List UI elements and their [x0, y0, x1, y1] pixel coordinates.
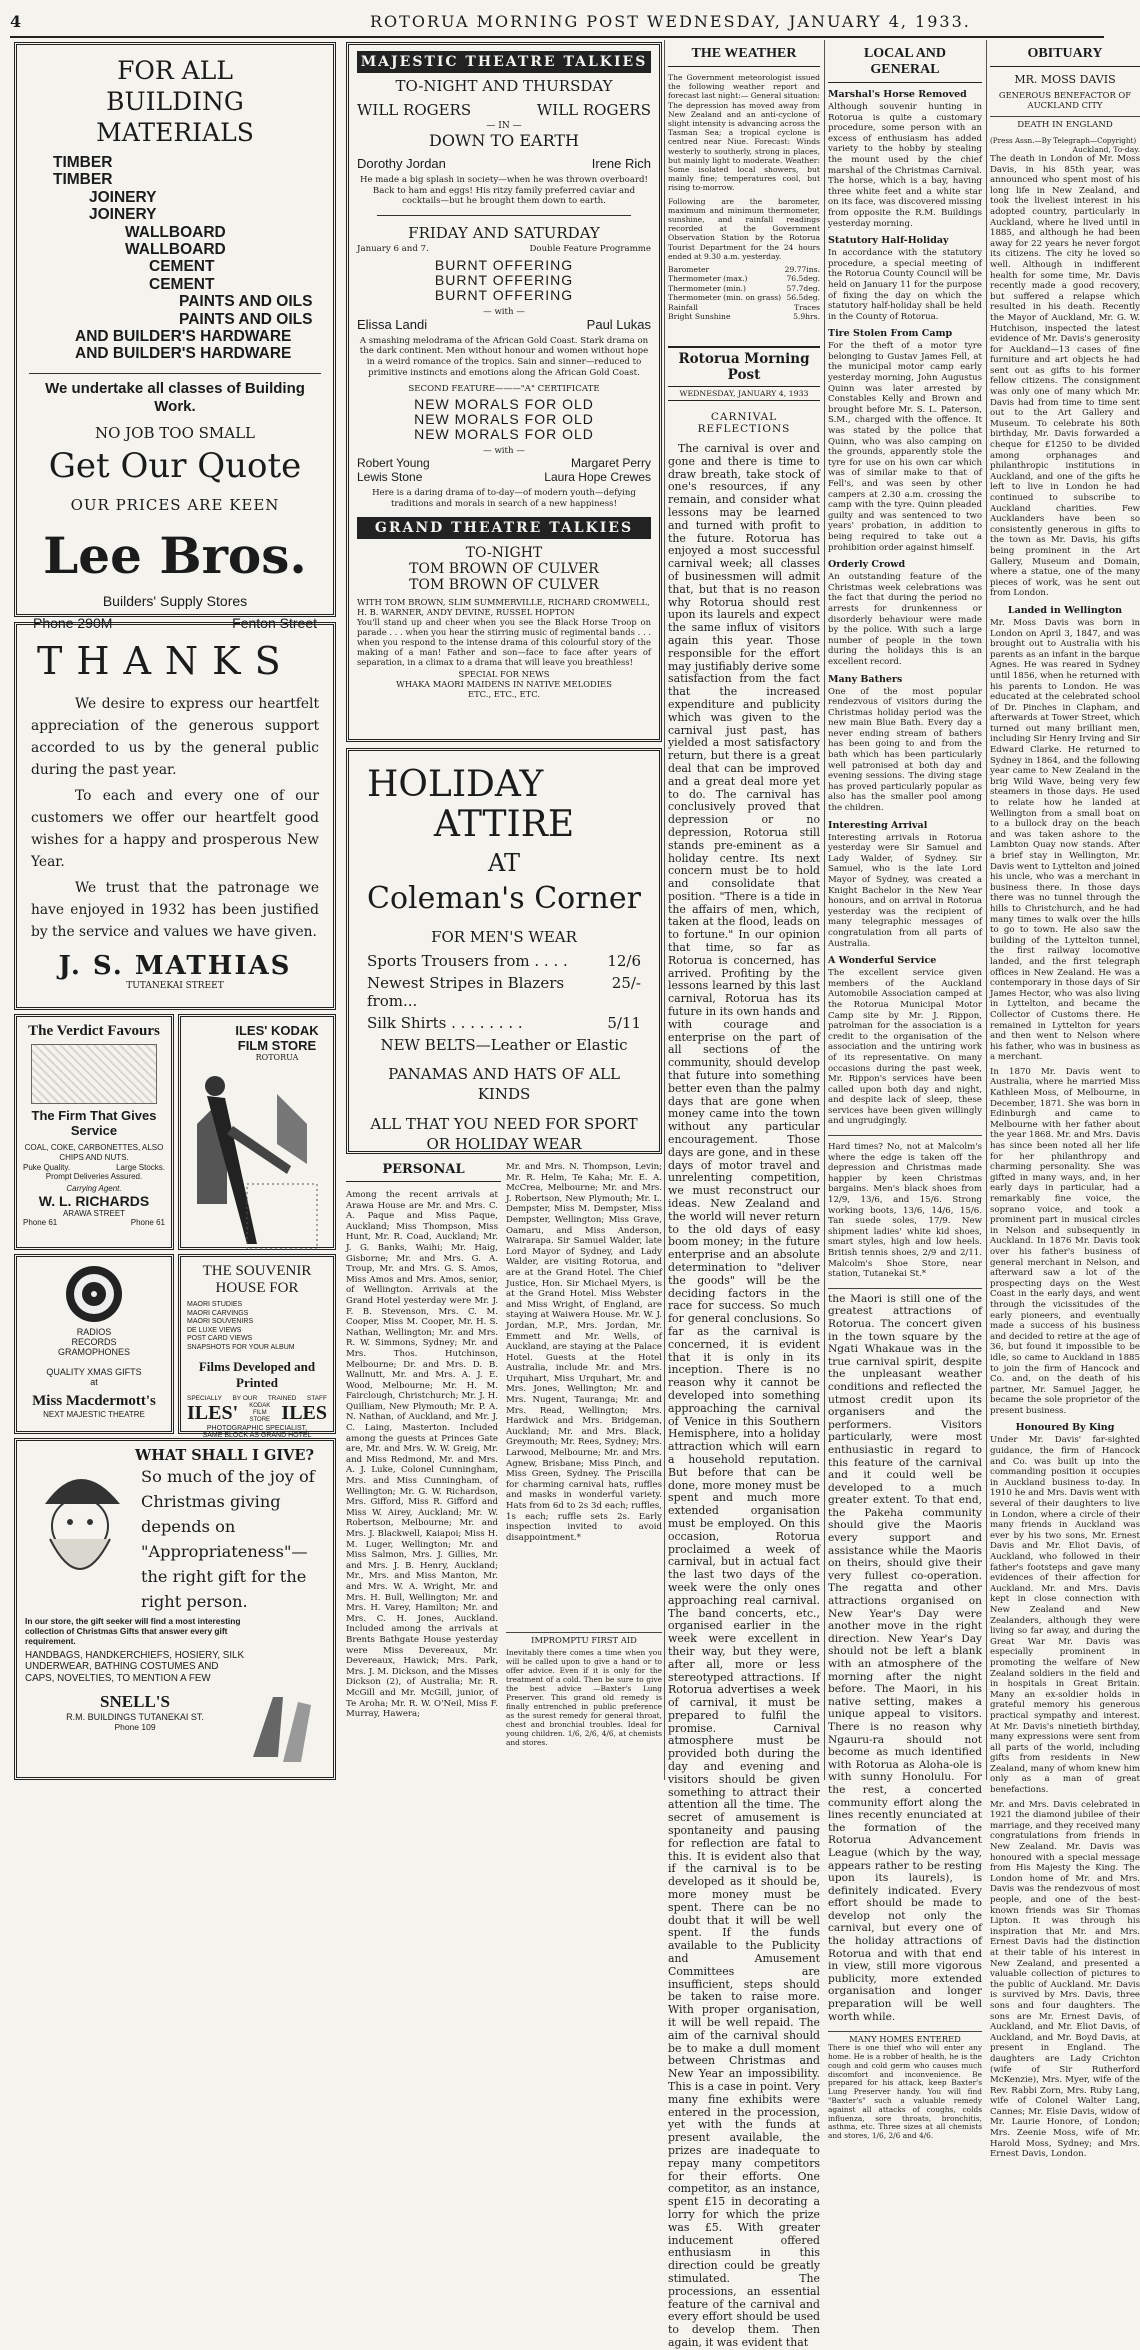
majestic-cast1: Dorothy Jordan [357, 156, 446, 171]
personal-firstaid: IMPROMPTU FIRST AID [506, 1632, 662, 1645]
majestic-f2: BURNT OFFERING [434, 286, 574, 303]
souvenir-item: DE LUXE VIEWS [187, 1326, 242, 1334]
verdict-name: W. L. RICHARDS [38, 1193, 150, 1209]
radios-item: RADIOS [76, 1327, 112, 1337]
souvenir-item: POST CARD VIEWS [187, 1335, 253, 1343]
obituary-place: Auckland, To-day. [1072, 145, 1140, 154]
reading-value: 76.5deg. [786, 274, 820, 284]
obituary-s2: Landed in Wellington [1007, 604, 1123, 616]
local-s5: Many Bathers [828, 673, 903, 685]
item: JOINERY [89, 206, 157, 224]
editorial-masthead: Rotorua Morning Post [668, 346, 820, 387]
majestic-dates: January 6 and 7. [357, 243, 429, 254]
lee-name: Lee Bros. [43, 525, 307, 585]
local-homes: MANY HOMES ENTERED [828, 2031, 982, 2044]
lee-phone: Phone 290M [33, 614, 113, 631]
weather-column [668, 42, 820, 322]
local-s3: Tire Stolen From Camp [828, 328, 953, 340]
personal-column [346, 1160, 662, 1780]
weather-follow: Following are the barometer, maximum and minimum thermometer, sunshine, and rainfall readings recorded at the Government Observation Station by the Rotorua Tourist Department for the 24 hours ended at 9.30 a.m. yesterday. [668, 196, 820, 261]
majestic-blurb3: Here is a daring drama of to-day—of modern youth—defying traditions and morals in search of a new happiness! [372, 488, 636, 509]
local-p1: Although souvenir hunting in Rotorua is quite a customary procedure, some person with an excess of enthusiasm has added variety to the hobby by stealing the mount used by the chief marshal of the Christmas Carnival. The horse, which is a bay, having three white feet and a white star on its face, was discovered missing from opposite the R.M. Buildings yesterday morning. [828, 102, 982, 229]
item: CEMENT [149, 258, 215, 276]
obituary-p1: The death in London of Mr. Moss Davis, in his 85th year, was announced who spent most of his long life in New Zealand, and took the liveliest interest in his adopted country, particularly in Auckland, where he lived until in 1885, and although he had been away for 22 years he never forgot its citizens. The city he loved so well. Although in indifferent health for some time, Mr. Davis recently made a good recovery, but suffered a relapse which resulted in his death. Recently the Mayor of Auckland, Mr. G. W. Hutchison, inspected the latest evidence of Mr. Davis's generosity for Auckland—13 cases of fine furniture and art objects he had sent out as gifts to his former fellow citizens. The consignment was only one of many which Mr. Davis had from time to time sent out to the Art Gallery and Museum. To celebrate his 80th birthday, Mr. Davis forwarded a cheque for £1250 to be divided among orphanages and philanthropic institutions in Auckland, and one of the gifts he left to live in London he had continued to subscribe to Auckland charities. Few Aucklanders have been so consistently generous in gifts to the town as Mr. Davis, his gifts being prominent in the Art Gallery, Museum and Domain, where a statue, one of the many pieces of work, was he sent out from London. [990, 154, 1140, 599]
gift-addr: R.M. BUILDINGS TUTANEKAI ST. [66, 1712, 204, 1723]
majestic-fri: FRIDAY AND SATURDAY [408, 223, 600, 242]
souvenir-item: SNAPSHOTS FOR YOUR ALBUM [187, 1343, 295, 1351]
radios-next: NEXT MAJESTIC THEATRE [43, 1410, 145, 1419]
souvenir-item: MAORI SOUVENIRS [187, 1318, 254, 1326]
reading-row [668, 274, 820, 283]
obituary-p4: Under Mr. Davis' far-sighted guidance, the firm of Hancock and Co. was built up into the commanding position it occupies in Auckland business to-day. In 1910 he and Mrs. Davis went with several of their daughters to live in London, where a circle of their many friends in Auckland was ever by his two sons, Mr. Ernest Davis and Mr. Eliot Davis, of Auckland, who followed in their father's footsteps and gave many evidences of their affection for Auckland. Mr. and Mrs. Davis kept in close connection with New Zealand and New Zealanders, although they were living so far away, and during the Great War Mr. Davis was especially prominent in promoting the welfare of New Zealand soldiers in the field and in hospitals in Great Britain. Many an ex-soldier holds in grateful memory his generous practical sympathy and interest. At Mr. Davis's ninetieth birthday, many expressions were sent from all parts of the world, including gifts from residents in New Zealand, many of whom knew him only as a man of great benefactions. [990, 1435, 1140, 1796]
souvenir-brand2: ILES [281, 1401, 327, 1424]
local-column [828, 42, 982, 2141]
price-label: Newest Stripes in Blazers from... [367, 974, 565, 1010]
verdict-carrying: Carrying Agent. [66, 1184, 122, 1193]
souvenir-title: THE SOUVENIR HOUSE FOR [202, 1263, 312, 1296]
majestic-c4: Paul Lukas [586, 316, 651, 332]
local-p7: The excellent service given members of the Auckland Automobile Association camped at the Rotorua Municipal Motor Camp site by Mr. J. Rippon, patrolman for the association is a credit to the organisation of the association and the untiring work of its representative. On many occasions during the past week, Mr. Rippon's services have been called upon both day and night, and despite lack of sleep, these services have been given willingly and ungrudgingly. [828, 968, 982, 1127]
item: TIMBER [53, 171, 113, 189]
lee-sub: Builders' Supply Stores [102, 592, 248, 609]
reading-label: Thermometer (max.) [668, 274, 748, 284]
grand-blurb: You'll stand up and cheer when you see the Black Horse Troop on parade . . . when you hear the stirring music of regimental bands . . . when you respond to the intense drama of this colourful story of the making of a man! Father and son—face to face after years of separation, in a climax to a drama that will leave you breathless! [357, 617, 651, 668]
local-p2: In accordance with the statutory procedure, a special meeting of the Rotorua County Council will be held on January 11 for the purpose of fixing the day on which the statutory half-holiday shall be held in the County of Rotorua. [828, 248, 982, 322]
radios-name: Miss Macdermott's [32, 1393, 156, 1409]
reading-row [668, 303, 820, 312]
lee-items [29, 154, 321, 363]
local-p6: Interesting arrivals in Rotorua yesterday were Sir Samuel and Lady Walder, of Sydney. Sir Samuel, who is the late Lord Mayor of Sydney, was created a Knight Bachelor in the New Year honours, and on arrival in Rotorua yesterday was the recipient of many telegraphic messages of congratulation from all parts of Australia. [828, 832, 982, 949]
obituary-name: MR. MOSS DAVIS [1014, 73, 1116, 86]
reading-row [668, 293, 820, 302]
obituary-column [990, 42, 1140, 2160]
personal-col2b: Inevitably there comes a time when you will be called upon to give a hand or to offer advice. Even if it is only for the treatment of a cold. Then be sure to give the best advice —Baxter's Lung Preserver. This grand old remedy is finally entrenched in public preference as the surest remedy for general throat, chest and bronchial troubles. Ideal for young children. 1/6, 2/6, 4/6, at chemists and stores. [506, 1648, 662, 1747]
price-row [367, 952, 641, 970]
souvenir-ad [178, 1254, 336, 1439]
verdict-l3: Prompt Deliveries Assured. [45, 1172, 143, 1181]
local-cont: the Maori is still one of the greatest attractions of Rotorua. The concert given in the town square by the Ngati Whakaue was in the true carnival spirit, despite the unpleasant weather conditions and reflected the utmost credit upon its organisers and the performers. Visitors particularly, were most enthusiastic in regard to this feature of the carnival and it could well be developed to a much greater extent. To that end, the Pakeha community should give the Maoris every support and assistance while the Maoris on theirs, should give their very fullest co-operation. The regatta and other attractions organised on New Year's Day were another move in the right direction. New Year's Day should not be left a blank with an atmosphere of the morning after the night before. The Maori, in his native setting, makes a unique appeal to visitors. There is no reason why Ngauru-ra should not become as much identified with Rotorua as Aloha-ole is with sunny Honolulu. For the rest, a concerted community effort along the lines recently enunciated at the formation of the Rotorua Advancement League (which by the way, appears rather to be resting upon its laurels), is definitely indicated. Every effort should be made to develop not only the carnival, but every one of the holiday attractions of Rotorua and with that end in view, still more vigorous publicity, more extended organisation and longer preparation will be well worth while. [828, 1288, 982, 2023]
coleman-need: ALL THAT YOU NEED FOR SPORT OR HOLIDAY WEAR [370, 1115, 638, 1153]
majestic-c8: Laura Hope Crewes [544, 470, 651, 485]
local-s6: Interesting Arrival [828, 819, 928, 831]
grand-whaka: WHAKA MAORI MAIDENS IN NATIVE MELODIES [396, 679, 612, 690]
item: PAINTS AND OILS [179, 293, 313, 311]
weather-intro: The Government meteorologist issued the following weather report and forecast last night:— General situation: The depression has moved away from New Zealand and an anti-cyclone of slight intensity is advancing across the Tasman Sea; a tropical cyclone is centred near Niue. Forecast: Winds westerly to southerly, strong in places, but mainly light to moderate. Weather: Some isolated local showers, but mainly fine; temperatures cool, but rising to-morrow. [668, 73, 820, 193]
coleman-name: Coleman's Corner [367, 881, 641, 916]
souvenir-items [187, 1301, 327, 1353]
thanks-name: J. S. MATHIAS [58, 951, 292, 981]
verdict-goods: COAL, COKE, CARBONETTES, ALSO CHIPS AND NUTS. [24, 1143, 164, 1162]
thanks-street: TUTANEKAI STREET [126, 981, 224, 991]
verdict-illustration [31, 1044, 157, 1104]
grand-banner: GRAND THEATRE TALKIES [357, 517, 651, 539]
radios-item: RECORDS [71, 1337, 117, 1347]
grand-film: TOM BROWN OF CULVER [409, 577, 599, 594]
item: JOINERY [89, 188, 157, 206]
majestic-c6: Margaret Perry [570, 456, 651, 471]
gift-list: HANDBAGS, HANDKERCHIEFS, HOSIERY, SILK UNDERWEAR, BATHING COSTUMES AND CAPS, NOVELTIES, TO MENTION A FEW [25, 1650, 245, 1684]
reading-row [668, 284, 820, 293]
souvenir-kodak: KODAK FILM STORE [249, 1402, 271, 1423]
majestic-c3: Elissa Landi [357, 316, 428, 332]
obituary-title: OBITUARY [990, 42, 1140, 67]
majestic-f2: BURNT OFFERING [434, 271, 574, 288]
item: WALLBOARD [125, 241, 226, 259]
majestic-with: — with — [483, 446, 525, 457]
local-hard: Hard times? No, not at Malcolm's where the edge is taken off the depression and Christmas made happier by keen Christmas bargains. Men's black shoes from 12/9, 13/6, and 15/6. Strong working boots, 13/6, 14/6, 15/6. Tan suede soles, 17/9. New shipment ladies' white kid shoes, smart styles, high and low heels. British tennis shoes, 2/9 and 2/11. Malcolm's Shoe Store, near station, Tutanekai St.* [828, 1135, 982, 1280]
gift-title: WHAT SHALL I GIVE? [135, 1447, 314, 1464]
radios-item: GRAMOPHONES [57, 1347, 130, 1357]
gloves-illustration [243, 1677, 323, 1767]
grand-film: TOM BROWN OF CULVER [409, 561, 599, 578]
reading-value: 29.77ins. [784, 265, 820, 275]
weather-title: THE WEATHER [668, 42, 820, 67]
lee-title: FOR ALL BUILDING MATERIALS [96, 56, 254, 147]
verdict-ph2: Phone 61 [130, 1218, 165, 1227]
coleman-ad [346, 748, 662, 1154]
majestic-when: TO-NIGHT AND THURSDAY [395, 77, 613, 95]
majestic-f3: NEW MORALS FOR OLD [414, 396, 594, 413]
price-row [367, 974, 641, 1010]
iles-kodak-ad [178, 1014, 336, 1250]
souvenir-block: SAME BLOCK AS GRAND HOTEL [202, 1431, 312, 1439]
iles-kodak-sub: ROTORUA [255, 1053, 299, 1062]
obituary-p2: Mr. Moss Davis was born in London on April 3, 1847, and was brought out to Australia with his parents as an infant in the barque Agnes. He was reared in Sydney until 1856, when he returned with his parents to London. He was educated at the celebrated school of Dr. Pinches in Clapham, and afterwards at Tower Street, which turned out many brilliant men, including Sir Henry Irving and Sir Edward Clarke. He returned to Sydney in 1864, and the following year came to New Zealand in the brig Wild Wave, being very few steamers in those days. He used to relate how he landed at Wellington from a small boat on to a bullock dray on the beach and was taken ashore to the Lambton Quay now stands. After a brief stay in Wellington, Mr. Davis went to Lyttelton and joined his uncle, who was a merchant in business there. In those days there was no tunnel through the hills to Christchurch, and he had many times to walk over the hills to go to town. He also saw the building of the Lyttelton tunnel, the first railway locomotive landed, and the first telegraph offices in New Zealand. He was a contemporary in those days of Sir James Hector, who was also living in Lyttelton, and became the Collector of Customs there. He remained in Lyttelton for years and then went to Nelson where his father, who was in business as a merchant. [990, 617, 1140, 1063]
santa-illustration [25, 1464, 135, 1594]
local-title: LOCAL AND GENERAL [828, 42, 982, 83]
verdict-ad [14, 1014, 174, 1250]
reading-label: Thermometer (min. on grass) [668, 293, 782, 303]
item: CEMENT [149, 275, 215, 293]
gramophone-icon [59, 1263, 129, 1325]
personal-col1: Among the recent arrivals at Arawa House are Mr. and Mrs. C. A. Paque and Miss Paque, Auckland; Miss Thompson, Miss Hunt, Mr. R. Coad, Auckland; Mr. J. G. Banks, Waihi; Mr. Haig, Gisborne; Mr. and Mrs. G. A. Troup, Mr. and Mrs. G. S. Amos, Miss Amos and Mrs. Amos, senior, of Wellington. Arrivals at the Grand Hotel yesterday were Mr. J. F. B. Stevenson, Mrs. C. M. Cooper, Miss M. Cooper, Mr. H. S. Nathan, Wellington; Mr. and Mrs. R. W. Simmons, Sydney; Mr. and Mrs. Thos. Hutchinson, Melbourne; Dr. and Mrs. D. B. Wallnutt, Mr. and Mrs. A. J. E. Wood, Melbourne; Mr. H. M. Fairclough, Christchurch; Mr. J. H. Quilliam, New Plymouth; Mr. P. A. N. Nathan, of Auckland, and Mr. J. C. Laing, Masterton. Included among the guests at Princes Gate are, Mr. and Mrs. W. W. Greig, Mr. and Miss Redmond, Mr. and Mrs. A. J. Luke, Colonel Cunningham, Mrs. and Miss Cunningham, of Wellington; Mr. G. W. Richardson, Mrs. Gifford, Miss R. Gifford and Miss W. Airey, Auckland; Mr. W. Robertson, Melbourne; Mr. and Mrs. J. Blackwell, Kaiapoi; Miss H. M. Luger, Wellington; Mr. and Miss Salmon, Mrs. J. Gillies, Mr. and Mrs. J. B. Henry, Auckland; Mr., Mrs. and Miss Manton, Mr. and Mrs. W. A. Wright, Mr. and Mrs. H. Bull, Wellington; Mr. and Mrs. H. Varey, Hamilton; Mr. and Mrs. C. H. Jones, Auckland. Included among the arrivals at Brents Bathgate House yesterday were Miss Devereaux, Mr. Devereaux, Hawick; Mrs. Park, Mrs. J. M. Dickson, and the Misses Dickson (2), of Australia; Mr. R. McGill and Mr. McGill, junior, of Te Aroha; Mr. R. W. O'Neil, Miss F. Murray, Hawera; [346, 1190, 498, 1720]
verdict-firm: The Firm That Gives Service [31, 1108, 157, 1138]
lee-street: Fenton Street [232, 614, 317, 631]
majestic-in: — IN — [486, 121, 522, 131]
editorial-body: The carnival is over and gone and there is time to draw breath, take stock of one's resources, if any remain, and consider what lessons may be learned and turned with profit to the future. Rotorua has enjoyed a most successful carnival week; all classes of businessmen will admit that, but that is no reason why Rotorua should rest upon its laurels and expect the same influx of visitors again this year. Those responsible for the effort may justifiably derive some satisfaction from the fact that the increased expenditure and publicity which was given to the carnival just past, has yielded a most satisfactory return, but there is a great deal that can be improved and a great deal more yet to do. The carnival has conclusively proved that depression or no depression, Rotorua still stands pre-eminent as a holiday centre. Its next concern must be to hold and consolidate that position. "There is a tide in the affairs of men, which, taken at the flood, leads on to fortune." In our opinion that time, so far as Rotorua is concerned, has arrived. Profiting by the lessons learned by this last carnival, Rotorua has its future in its own hands and with courage and enterprise on the part of all sections of the community, should develop that future into something better even than the palmy days that are gone when money came into the town without any particular encouragement. Those days are gone, and in these days of motor travel and unrelenting competition, we must reconstruct our ideas. New Zealand and the world will never return to the old days of easy boom money; in the future enterprise and an absolute determination to "deliver the goods" will be the deciding factors in the race for success. So much for general conclusions. So far as the carnival is concerned, it is evident that it is only in its inception. There is no reason why it cannot be developed into something approaching the carnival of Venice in this Southern Hemisphere, into a holiday attraction which will earn a household reputation. But before that can be done, more money must be spent and much more extended organisation must be employed. On this occasion, Rotorua proclaimed a week of carnival, but in actual fact the last two days of the week were the only ones approaching real carnival. The band concerts, etc., organised earlier in the week were excellent in their way, but they were, after all, more or less stereotyped attractions. If Rotorua advertises a week of carnival, it must be prepared to fulfil the promise. Carnival atmosphere must be provided both during the day and evening and visitors should be given something to attract their attention all the time. The secret of amusement is spontaneity and pausing for reflection are fatal to this. It is evident also that if the carnival is to be developed as it should be, more money must be spent. There can be no doubt that it will be well spent. If the funds available to the Publicity and Amusement Committees are insufficient, steps should be taken to raise more. With proper organisation, it will be well repaid. The aim of the carnival should be to make a dull moment between Christmas and New Year an impossibility. This is a case in point. Very many fine exhibits were entered in the procession, yet with the funds at present available, the prizes are inadequate to repay many competitors for their efforts. One competitor, as an instance, spent £15 in decorating a lorry for which the prize was £5. With greater inducement offered enthusiasm in this direction could be greatly stimulated. The processions, an essential feature of the carnival and every effort should be used to develop them. Then again, it was evident that [668, 442, 820, 2349]
item: TIMBER [53, 154, 113, 171]
majestic-double: Double Feature Programme [529, 243, 651, 254]
reading-label: Bright Sunshine [668, 312, 731, 322]
lee-bros-ad [14, 42, 336, 631]
coleman-belts: NEW BELTS—Leather or Elastic [380, 1036, 628, 1054]
local-p4: An outstanding feature of the Christmas week celebrations was the fact that during the period no arrests for drunkenness or disorderly behaviour were made by the police. With such a large number of people in the town during the holidays this is an excellent record. [828, 572, 982, 667]
local-s7: A Wonderful Service [828, 955, 937, 967]
coleman-men: FOR MEN'S WEAR [431, 928, 577, 946]
price-label: Sports Trousers from . . . . [367, 952, 568, 970]
obituary-p3: In 1870 Mr. Davis went to Australia, where he married Miss Kathleen Moss, of Melbourne, in December, 1871. She was born in Edinburgh and came to Melbourne with her father about the year 1868. Mr. and Mrs. Davis has since been noted all her life for her philanthropy and charming personality. She was gifted in many ways, and, in her early days in particular, had a remarkably fine voice, the soprano voice, and took a prominent part in musical circles in Nelson and subsequently in Auckland. In 1876 Mr. Davis took over his father's business of general merchant in Nelson, and afterward saw a lot of the prospecting days on the West Coast in the early days, and went through the vicissitudes of the early pioneers, and eventually made a success of his business and decided to retire at the age of 36, but found it impossible to be idle, so came to Auckland in 1885 to join the firm of Hancock and Co. and, on the death of his partner, Mr. Samuel Jagger, he became the sole proprietor of the present business. [990, 1066, 1140, 1416]
lee-nojob: NO JOB TOO SMALL [94, 423, 256, 442]
item: PAINTS AND OILS [179, 310, 313, 328]
iles-kodak-title: ILES' KODAK FILM STORE [235, 1023, 319, 1053]
thanks-p3: We trust that the patronage we have enjoyed in 1932 has been justified by the service and values we have given. [31, 880, 319, 940]
thanks-p1: We desire to express our heartfelt appreciation of the generous support accorded to us by the general public during the past year. [31, 696, 319, 778]
personal-col2: Mr. and Mrs. N. Thompson, Levin; Mr. R. Helm, Te Kaha; Mr. E. A. McCrea, Melbourne; Mr. and Mrs. J. Robertson, New Plymouth; Mr. L. Dempster, Miss M. Dempster, Miss Dempster, Wellington; Miss Grave, Oamaru, and Miss Anderson, Wairarapa. Sir Samuel Walder, late Lord Mayor of Sydney, and Lady Walder, are visiting Rotorua, and are at the Grand Hotel. The Chief Justice, Hon. Sir Michael Myers, is at the Grand Hotel. Miss Webster and Miss Wright, of England, are staying at Waiwera House. Mr. W. J. Jordan, M.P., Mrs. Jordan, Mr. Emmett and Mr. Wells, of Auckland, are staying at the Palace Hotel. Guests at the Hotel Australia, include Mr. and Mrs. Urquhart, Miss Urquhart, Mr. and Mrs. Jones, Wellington; Mr. and Mrs. Nugent, Tauranga; Mr. and Mrs. Read, Wellington; Mrs. Hardwick and Mrs. Bridgeman, Auckland; Mr. and Mrs. Black, Greymouth; Mr. Rees, Sydney; Mrs. Larwood, Melbourne; Mr. and Mrs. Agnew, Brisbane; Miss Pinch, and Miss Green, Sydney. The Priscilla for charming carnival hats, ruffles and masks in wonderful variety. Hats from 6d to 2s 3d each; ruffles, 1s each; ruffle sets 2s. Early inspection invited to avoid disappointment.* [506, 1162, 662, 1543]
gift-store: In our store, the gift seeker will find a most interesting collection of Christmas Gifts that answer every gift requirement. [25, 1616, 241, 1646]
reading-row [668, 312, 820, 321]
majestic-c5: Robert Young [357, 456, 430, 471]
souvenir-staff: STAFF [306, 1394, 327, 1402]
reading-row [668, 265, 820, 274]
souvenir-trained: TRAINED [267, 1394, 297, 1402]
editorial-column [668, 346, 820, 2349]
majestic-f3: NEW MORALS FOR OLD [414, 411, 594, 428]
verdict-l1: Puke Quality. [23, 1163, 70, 1172]
obituary-s3: Honoured By King [1015, 1422, 1115, 1434]
editorial-title: CARNIVAL REFLECTIONS [697, 411, 791, 435]
editorial-date: WEDNESDAY, JANUARY 4, 1933 [668, 387, 820, 401]
grand-cast: WITH TOM BROWN, SLIM SUMMERVILLE, RICHARD CROMWELL, H. B. WARNER, ANDY DEVINE, RUSSEL HOPTON [357, 597, 650, 618]
header-rule [10, 36, 1104, 38]
gift-body: So much of the joy of Christmas giving depends on "Appropriateness"—the right gift for the right person. [141, 1467, 315, 1611]
reading-value: 5.9hrs. [793, 312, 820, 322]
thanks-ad [14, 622, 336, 1010]
souvenir-byour: BY OUR [232, 1394, 258, 1402]
local-s4: Orderly Crowd [828, 559, 906, 571]
gift-name: SNELL'S [100, 1692, 170, 1712]
page-header [10, 10, 1104, 36]
price-value: 5/11 [607, 1014, 641, 1032]
local-s1: Marshal's Horse Removed [828, 89, 967, 100]
majestic-blurb2: A smashing melodrama of the African Gold Coast. Stark drama on the dark continent. Men without honour and women without hope in a weird romance of the tropics. Sain and sinner—reduced to primitive instincts and emotions along the African Gold Coast. [359, 335, 649, 378]
reading-value: 57.7deg. [786, 283, 820, 293]
gift-phone: Phone 109 [114, 1722, 156, 1733]
majestic-with: — with — [483, 306, 525, 317]
item: AND BUILDER'S HARDWARE [75, 328, 292, 346]
majestic-second: SECOND FEATURE———"A" CERTIFICATE [408, 384, 600, 395]
radios-ad [14, 1254, 174, 1434]
thanks-p2: To each and every one of our customers we offer our heartfelt good wishes for a happy and prosperous New Year. [31, 788, 319, 870]
local-p3: For the theft of a motor tyre belonging to Gustav James Fell, at the municipal motor camp early yesterday morning, John Augustus Quinn was later arrested by Constables Kelly and Brown and brought before Mr. S. L. Paterson, S.M., charged with the offence. It was stated by the police that Quinn, who was also camping on the grounds, apparently stole the tyre for use on his own car which was of similar make to that of Fell's, and was seen by other campers at 2.30 a.m. crossing the camp with the tyre. Quinn pleaded guilty and was sentenced to two years' probation, in addition to being required to take out a prohibition order against himself. [828, 341, 982, 553]
obituary-p5: Mr. and Mrs. Davis celebrated in 1921 the diamond jubilee of their marriage, and they received many congratulations from friends in New Zealand. Mr. Davis was honoured with a special message from His Majesty the King. The London home of Mr. and Mrs. Davis was the rendezvous of most people, and one of the best-known friends was Sir Thomas Lipton. It was through his inspiration that Mr. and Mrs. Ernest Davis had the distinction at their table of his interest in New Zealand, and presented a valuable collection of pictures to the public of Auckland. Mr. Davis is survived by Mrs. Davis, three sons and four daughters. The sons are Mr. Ernest Davis, of Auckland, and Mr. Eliot Davis, of Auckland, and Mr. Boyd Davis, at present in England. The daughters are Lady Crichton (wife of Sir Rutherford McKenzie), Mrs. Myer, wife of the Rev. Rabbi Zorn, Mrs. Ruby Lang, wife of Colonel Walter Lang, Cannes; Mr. Elsie Davis, widow of Mr. Laurie Honore, of London; Mrs. Zeenie Moss, wife of Mr. Harold Moss, Sydney; and Mrs. Ernest Davis, London. [990, 1799, 1140, 2160]
reading-label: Thermometer (min.) [668, 283, 746, 293]
reading-label: Rainfall [668, 302, 698, 312]
reading-label: Barometer [668, 265, 710, 275]
price-row [367, 1014, 641, 1032]
grand-special: SPECIAL FOR NEWS [458, 669, 550, 680]
grand-when: TO-NIGHT [465, 545, 543, 562]
item: AND BUILDER'S HARDWARE [75, 345, 292, 363]
majestic-star1: WILL ROGERS [357, 101, 472, 119]
coleman-at: AT [487, 849, 521, 877]
personal-title: PERSONAL [346, 1162, 501, 1182]
verdict-title: The Verdict Favours [28, 1023, 160, 1039]
radios-at: at [90, 1377, 98, 1387]
reading-value: 56.5deg. [786, 293, 820, 303]
price-value: 25/- [611, 974, 641, 992]
weather-readings [668, 265, 820, 321]
obituary-sub: GENEROUS BENEFACTOR OF AUCKLAND CITY [998, 90, 1132, 110]
souvenir-brand: ILES' [187, 1401, 239, 1424]
souvenir-item: MAORI CARVINGS [187, 1309, 249, 1317]
obituary-byline: (Press Assn.—By Telegraph—Copyright) [990, 136, 1137, 145]
column-divider [824, 40, 825, 1780]
lee-undertake: We undertake all classes of Building Work. [45, 379, 305, 415]
verdict-street: ARAWA STREET [62, 1209, 126, 1218]
lee-keen: OUR PRICES ARE KEEN [70, 495, 280, 514]
lee-quote: Get Our Quote [48, 445, 302, 486]
majestic-banner: MAJESTIC THEATRE TALKIES [357, 51, 651, 73]
gift-ad [14, 1438, 336, 1780]
souvenir-item: MAORI STUDIES [187, 1301, 243, 1308]
coleman-h2: ATTIRE [433, 804, 575, 845]
majestic-f2: BURNT OFFERING [434, 256, 574, 273]
kodak-girl-illustration [187, 1064, 327, 1254]
coleman-price-list [367, 952, 641, 1032]
majestic-cast2: Irene Rich [591, 156, 651, 171]
price-label: Silk Shirts . . . . . . . . [367, 1014, 523, 1032]
majestic-film: DOWN TO EARTH [429, 131, 579, 150]
grand-etc: ETC., ETC., ETC. [467, 689, 541, 700]
verdict-l2: Large Stocks. [116, 1163, 165, 1172]
coleman-panamas: PANAMAS AND HATS OF ALL KINDS [388, 1065, 620, 1103]
price-value: 12/6 [607, 952, 641, 970]
verdict-ph1: Phone 61 [23, 1218, 58, 1227]
local-p5: One of the most popular rendezvous of visitors during the Christmas holiday period was the new main Blue Bath. Every day a never ending stream of bathers has been going to and from the bath which has been particularly well patronised at both day and evening sessions. The diving stage has proved particularly popular as also has the smaller pool among the children. [828, 686, 982, 814]
page-number: 4 [10, 12, 24, 31]
obituary-death: DEATH IN ENGLAND [990, 116, 1140, 130]
thanks-title: THANKS [37, 639, 295, 683]
souvenir-films: Films Developed and Printed [198, 1358, 316, 1390]
reading-value: Traces [794, 302, 820, 312]
radios-gifts: QUALITY XMAS GIFTS [46, 1367, 142, 1377]
majestic-star2: WILL ROGERS [536, 101, 651, 119]
item: WALLBOARD [125, 223, 226, 241]
majestic-f3: NEW MORALS FOR OLD [414, 426, 594, 443]
theatre-ad [346, 42, 662, 742]
local-s2: Statutory Half-Holiday [828, 235, 949, 247]
column-divider [986, 40, 987, 1780]
souvenir-spec: SPECIALLY [187, 1394, 222, 1402]
majestic-blurb: He made a big splash in society—when he was thrown overboard! Back to ham and eggs! His ritzy family preferred caviar and cocktails—but he brought them down to earth. [359, 175, 649, 207]
souvenir-photo: PHOTOGRAPHIC SPECIALIST, [206, 1424, 308, 1432]
column-divider [664, 40, 665, 1780]
newspaper-title: ROTORUA MORNING POST WEDNESDAY, JANUARY 4, 1933. [370, 12, 971, 31]
majestic-c7: Lewis Stone [357, 470, 423, 485]
local-homesp: There is one thief who will enter any home. He is a robber of health, he is the cough and cold germ who causes much discomfort and inconvenience. Be prepared for his attack, keep Baxter's Lung Preserver handy. You will find "Baxter's" such a valuable remedy against all attacks of coughs, colds influenza, sore throats, bronchitis, asthma, etc. Three sizes at all chemists and stores, 1/6, 2/6 and 4/6. [828, 2043, 982, 2141]
coleman-h1: HOLIDAY [367, 764, 544, 805]
